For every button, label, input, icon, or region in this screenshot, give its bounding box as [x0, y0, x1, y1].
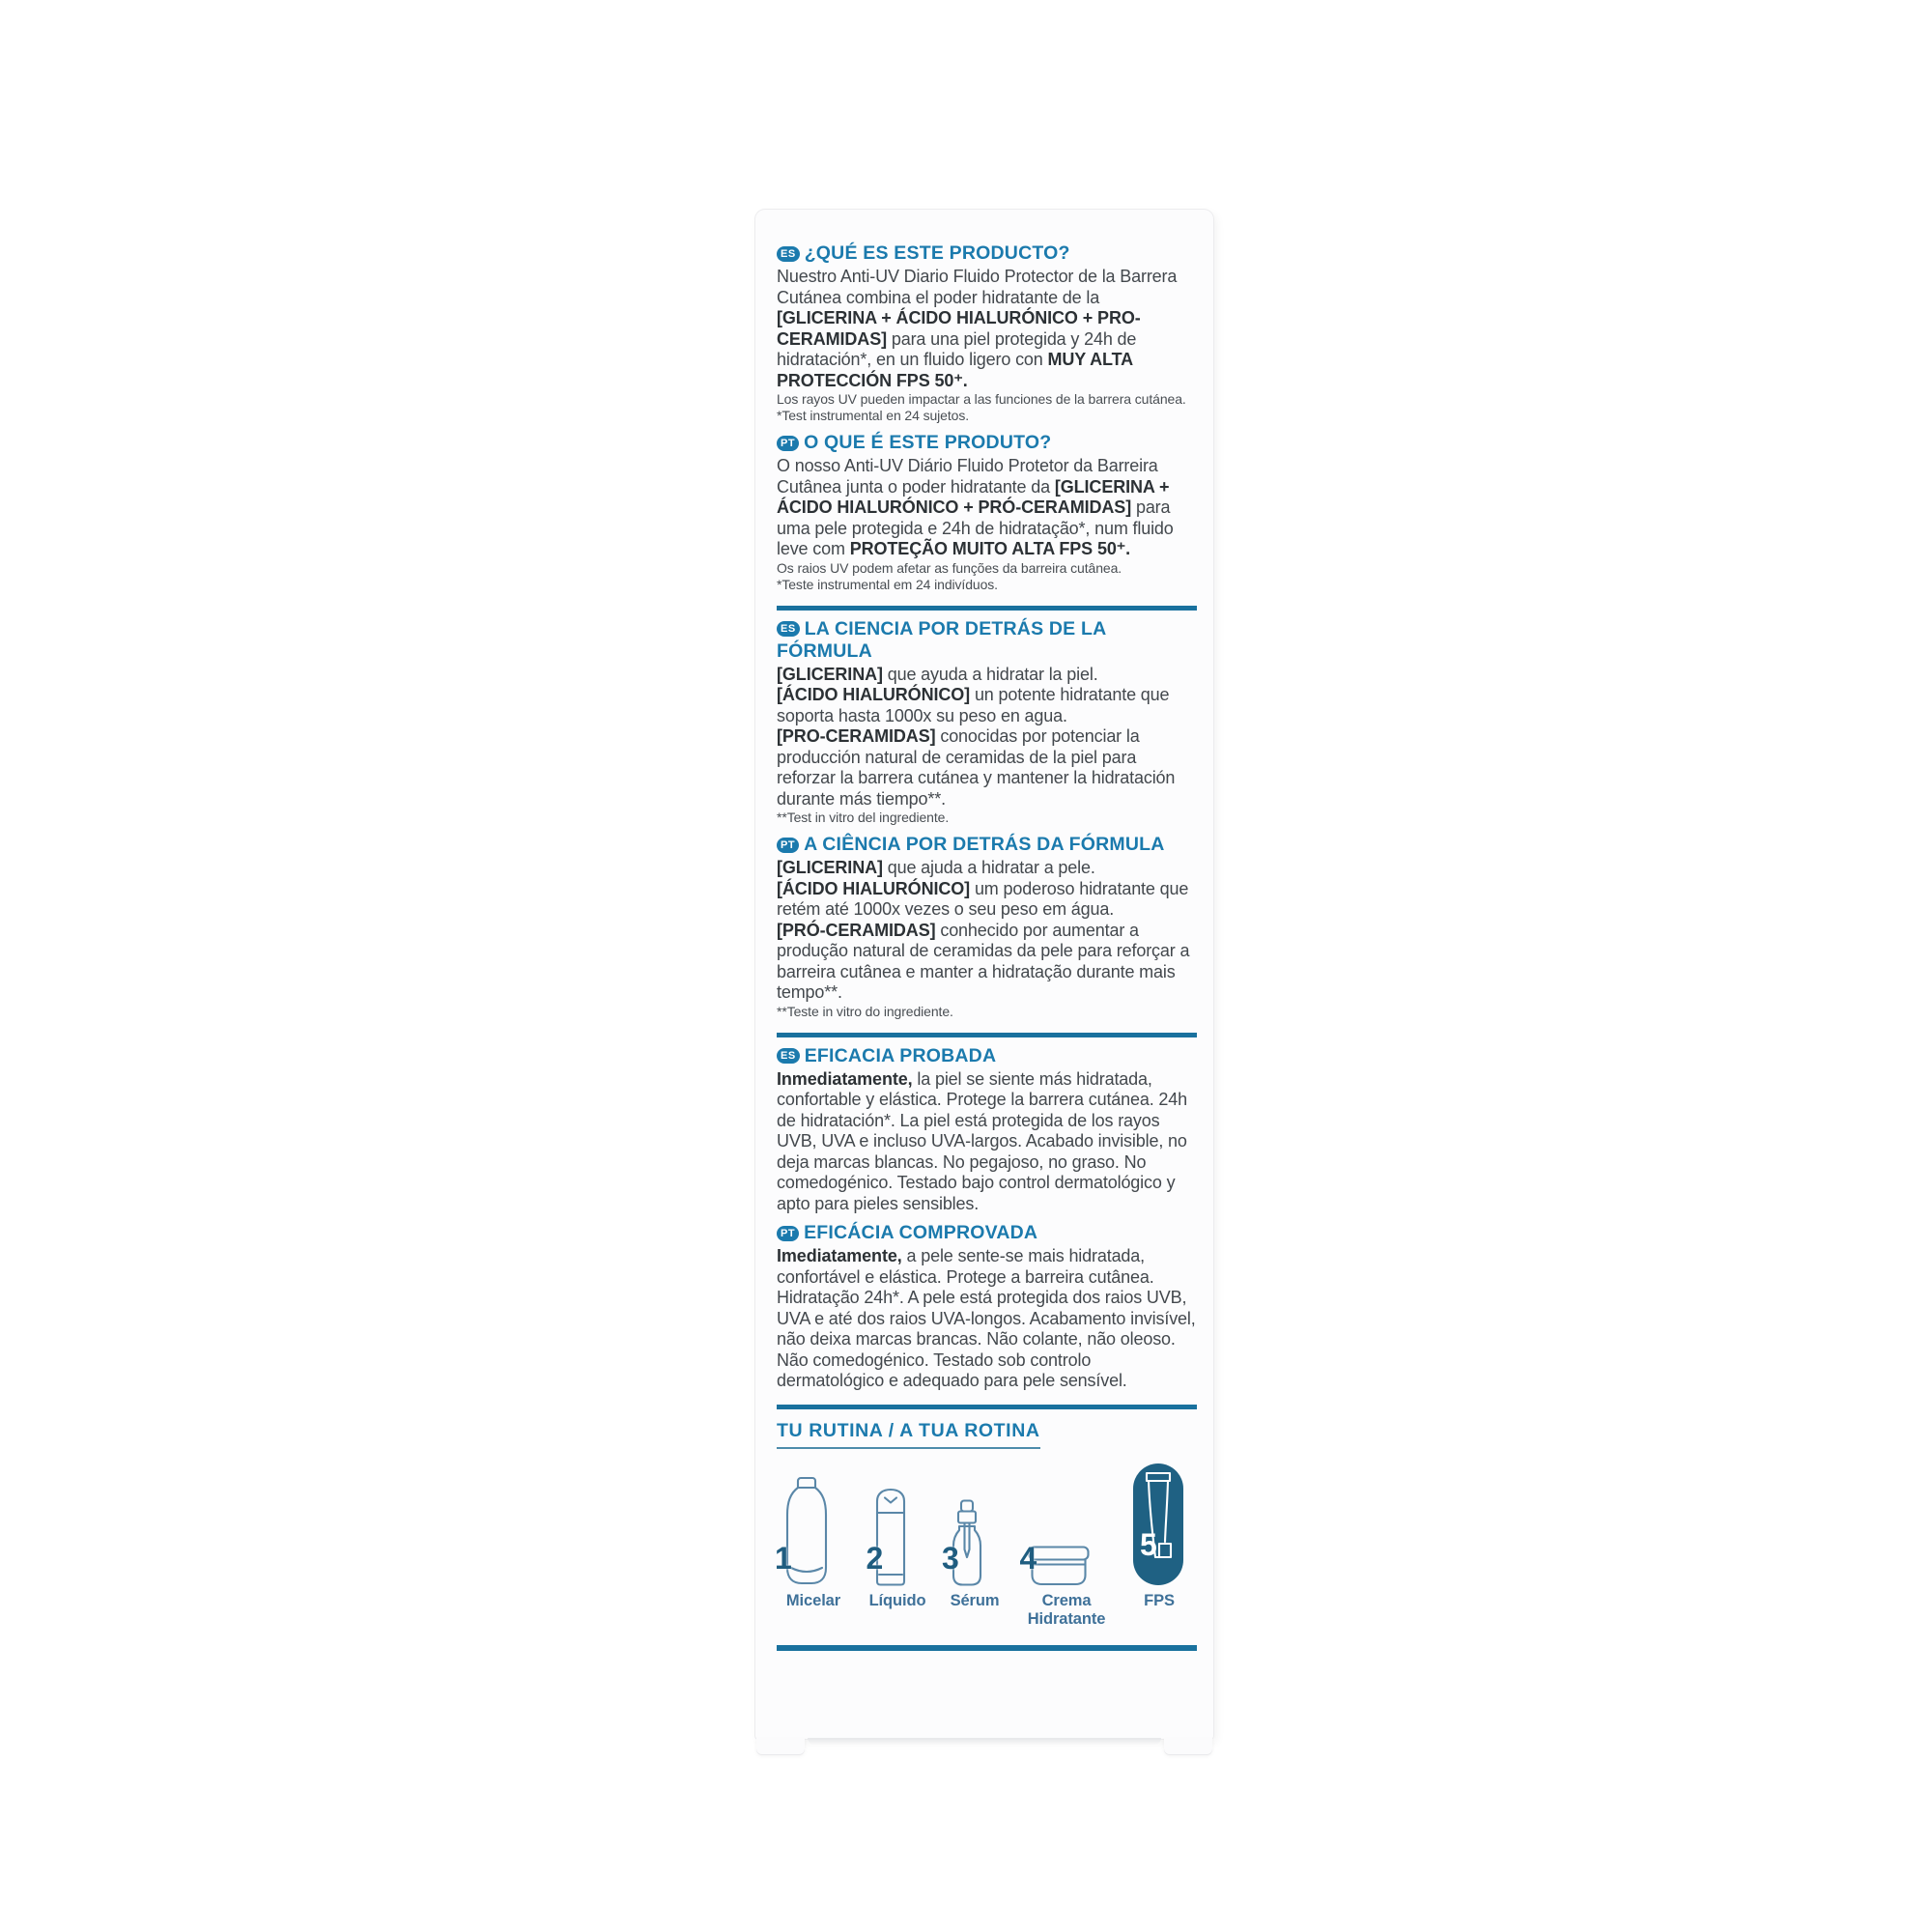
section-body: [777, 267, 1198, 391]
routine-step-crema: [1019, 1540, 1090, 1586]
body-paragraph: O nosso Anti-UV Diário Fluido Protetor da Barreira Cutânea junta o poder hidratante da [GLICERINA + ÁCIDO HIALURÓNICO + PRÓ-CERAMIDAS] para uma pele protegida e 24h de hidratação*, num fluido leve com PROTEÇÃO MUITO ALTA FPS 50⁺.: [777, 456, 1174, 558]
routine-step-label: Líquido: [868, 1591, 926, 1609]
section-title: ¿QUÉ ES ESTE PRODUCTO?: [804, 242, 1070, 264]
section-heading: [777, 432, 1198, 454]
routine-step-fps: [1132, 1463, 1184, 1586]
routine-icons-row: [777, 1461, 1198, 1586]
footnote: Los rayos UV pueden impactar a las funciones de la barrera cutánea.: [777, 391, 1186, 407]
carton-bottom-right-tab: [1164, 1738, 1212, 1754]
routine-step-number: 3: [942, 1540, 959, 1576]
section-heading: [777, 618, 1198, 663]
section-pt-science: [777, 834, 1198, 1020]
body-paragraph: Imediatamente, a pele sente-se mais hidratada, confortável e elástica. Protege a barreira cutânea. Hidratação 24h*. A pele está protegida dos raios UVB, UVA e até dos raios UVA-longos. Acabamento invisível, não deixa marcas brancas. Não colante, não oleoso. Não comedogénico. Testado sob controlo dermatológico e adequado para pele sensível.: [777, 1246, 1196, 1390]
body-paragraph: [ÁCIDO HIALURÓNICO] um poderoso hidratante que retém até 1000x vezes o seu peso em água.: [777, 878, 1189, 919]
section-es-efficacy: [777, 1045, 1198, 1215]
section-title: O QUE É ESTE PRODUTO?: [804, 432, 1052, 453]
language-badge-es: ES: [777, 621, 800, 637]
section-body: [777, 858, 1198, 1004]
body-paragraph: [PRÓ-CERAMIDAS] conhecido por aumentar a produção natural de ceramidas da pele para reforçar a barreira cutânea e manter a hidratação durante mais tempo**.: [777, 920, 1190, 1002]
section-body: [777, 1246, 1198, 1392]
body-paragraph: Nuestro Anti-UV Diario Fluido Protector de la Barrera Cutánea combina el poder hidratante de la [GLICERINA + ÁCIDO HIALURÓNICO + PRO-CERAMIDAS] para una piel protegida y 24h de hidratación*, en un fluido ligero con MUY ALTA PROTECCIÓN FPS 50⁺.: [777, 267, 1178, 390]
section-divider: [777, 606, 1197, 611]
section-title: EFICACIA PROBADA: [804, 1044, 997, 1066]
footnote: Os raios UV podem afetar as funções da barreira cutânea.: [777, 559, 1122, 576]
section-body: [777, 1069, 1198, 1215]
footnote: *Test instrumental en 24 sujetos.: [777, 408, 970, 423]
body-paragraph: [PRO-CERAMIDAS] conocidas por potenciar la producción natural de ceramidas de la piel para reforzar la barrera cutánea y mantener la hidratación durante más tiempo**.: [777, 726, 1176, 809]
section-title: LA CIENCIA POR DETRÁS DE LA FÓRMULA: [777, 617, 1106, 662]
routine-step-label: Micelar: [785, 1591, 841, 1609]
language-badge-es: ES: [777, 246, 800, 262]
language-badge-pt: PT: [777, 838, 799, 853]
routine-step-label: Crema Hidratante: [1027, 1591, 1106, 1628]
section-heading: [777, 834, 1198, 856]
routine-step-number: 2: [866, 1540, 884, 1576]
section-divider: [777, 1405, 1197, 1409]
section-heading: [777, 1045, 1198, 1067]
routine-labels-row: [777, 1586, 1198, 1630]
routine-step-label: Sérum: [950, 1591, 1000, 1609]
routine-heading: TU RUTINA / A TUA ROTINA: [777, 1420, 1040, 1449]
section-body: [777, 665, 1198, 810]
product-back-panel: [755, 210, 1213, 1739]
section-footnotes: [777, 1004, 1198, 1020]
carton-bottom-notch: [808, 1738, 1161, 1745]
section-footnotes: [777, 560, 1198, 593]
body-paragraph: [ÁCIDO HIALURÓNICO] un potente hidratante que soporta hasta 1000x su peso en agua.: [777, 685, 1170, 725]
section-es-science: [777, 618, 1198, 827]
footnote: **Teste in vitro do ingrediente.: [777, 1003, 953, 1019]
body-paragraph: Inmediatamente, la piel se siente más hidratada, confortable y elástica. Protege la barrera cutánea. 24h de hidratación*. La piel está protegida de los rayos UVB, UVA e incluso UVA-largos. Acabado invisible, no deja marcas blancas. No pegajoso, no graso. No comedogénico. Testado bajo control dermatológico y apto para pieles sensibles.: [777, 1068, 1188, 1213]
section-title: EFICÁCIA COMPROVADA: [804, 1222, 1038, 1243]
routine-step-number: 5: [1140, 1526, 1157, 1562]
section-es-product-description: [777, 242, 1198, 424]
section-pt-efficacy: [777, 1222, 1198, 1392]
language-badge-es: ES: [777, 1048, 800, 1064]
carton-bottom-left-tab: [756, 1738, 805, 1754]
bottom-rule: [777, 1645, 1197, 1651]
language-badge-pt: PT: [777, 1226, 799, 1241]
routine-step-micelar: [775, 1476, 831, 1586]
section-footnotes: [777, 391, 1198, 424]
section-divider: [777, 1033, 1197, 1037]
section-title: A CIÊNCIA POR DETRÁS DA FÓRMULA: [804, 834, 1165, 855]
routine-step-number: 4: [1019, 1540, 1037, 1576]
body-paragraph: [GLICERINA] que ajuda a hidratar a pele.: [777, 858, 1095, 877]
routine-step-label: FPS: [1144, 1591, 1175, 1609]
routine-step-serum: [942, 1499, 984, 1586]
section-footnotes: [777, 810, 1198, 826]
section-heading: [777, 242, 1198, 265]
footnote: *Teste instrumental em 24 indivíduos.: [777, 576, 998, 592]
spf-tube-icon: [1132, 1463, 1184, 1586]
body-paragraph: [GLICERINA] que ayuda a hidratar la piel.: [777, 664, 1098, 684]
routine-step-number: 1: [775, 1540, 792, 1576]
routine-step-liquido: [866, 1488, 907, 1586]
section-pt-product-description: [777, 432, 1198, 593]
section-routine: [777, 1414, 1198, 1651]
section-body: [777, 456, 1198, 560]
section-heading: [777, 1222, 1198, 1244]
language-badge-pt: PT: [777, 436, 799, 451]
footnote: **Test in vitro del ingrediente.: [777, 810, 950, 825]
